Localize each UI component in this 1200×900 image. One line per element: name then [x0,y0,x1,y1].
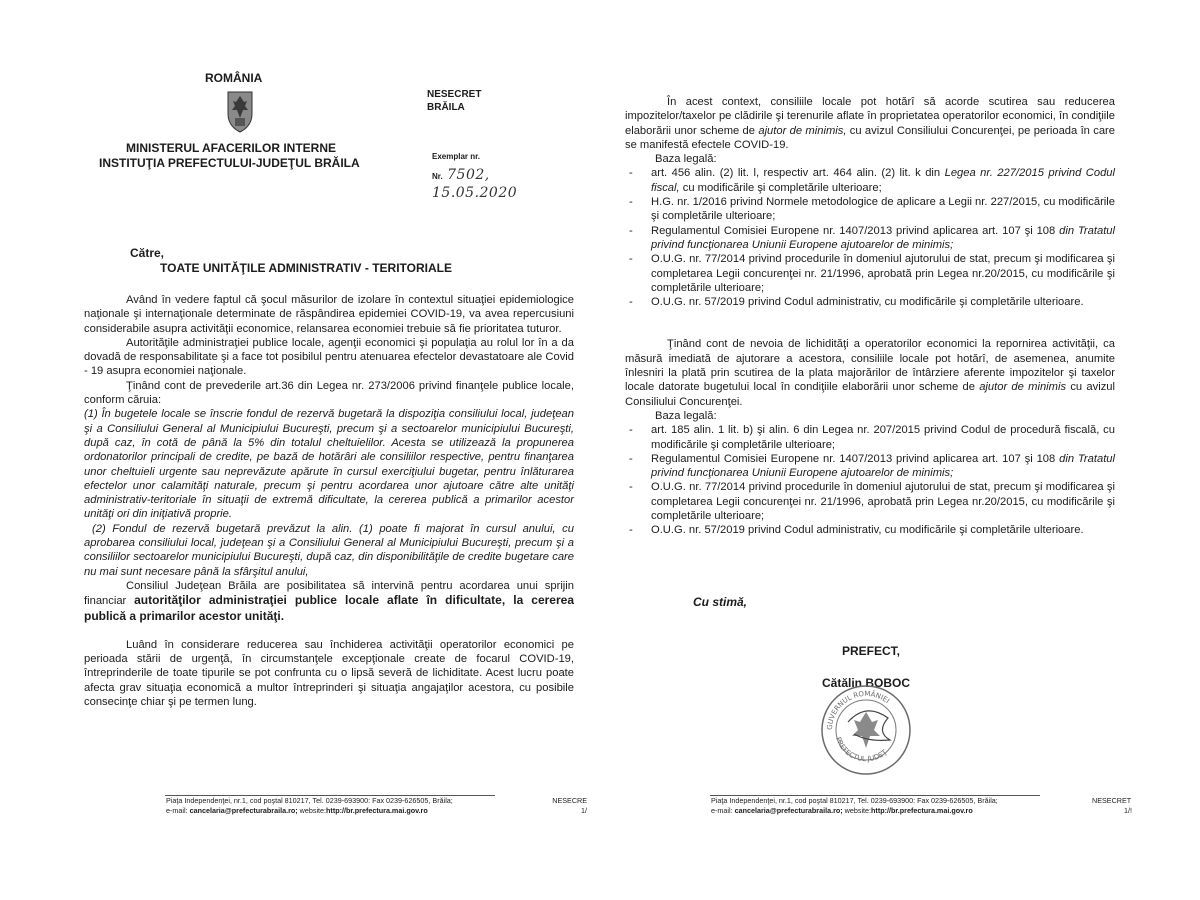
legal-quote-paragraph: (1) În bugetele locale se înscrie fondul de rezervă bugetară la dispoziţia consiliului local, judeţean şi a Consiliului General al Municipiului Bucureşti, precum şi a sectoarelor municipiului Bucureşti, după caz, în cotă de până la 5% din totalul cheltuielilor. Acesta se utilizează la propunerea ordonatorilor principali de credite, pe bază de hotărâri ale consiliilor respective, pentru finanţarea unor cheltuieli urgente sau neprevăzute apărute în cursul exerciţiului bugetar, pentru înlăturarea efectelor unor calamităţi naturale, precum şi pentru acordarea unor ajutoare către alte unităţi administrativ-teritoriale în situaţii de extremă dificultate, la cererea publică a primarilor acestor unităţi ori din iniţiativă proprie. [84,408,574,521]
legal-list-2 [625,423,1115,537]
footer-website[interactable]: http://br.prefectura.mai.gov.ro [326,806,428,815]
right-footer [711,796,1111,816]
footer-website[interactable]: http://br.prefectura.mai.gov.ro [871,806,973,815]
list-item: - art. 456 alin. (2) lit. l, respectiv art. 464 alin. (2) lit. k din Legea nr. 227/2015 privind Codul fiscal, cu modificările şi completările ulterioare; [625,166,1115,195]
paragraph-text: cu avizul Consiliului Concurenţei, pe perioada în care se manifestă efectele COVID-19. [625,124,1115,151]
legal-list-1 [625,166,1115,309]
registration-number-label: Nr. [432,172,443,181]
paragraph [625,95,1115,152]
institution-name: INSTITUŢIA PREFECTULUI-JUDEŢUL BRĂILA [99,156,360,170]
list-item: - Regulamentul Comisiei Europene nr. 1407/2013 privind aplicarea art. 107 şi 108 din Tratatul privind funcţionarea Uniunii Europene ajutoarelor de minimis; [625,452,1115,481]
paragraph: Ţinând cont de prevederile art.36 din Legea nr. 273/2006 privind finanţele publice locale, conform căruia: [84,379,574,407]
ministry-name: MINISTERUL AFACERILOR INTERNE [126,141,337,155]
list-item: - O.U.G. nr. 77/2014 privind procedurile în domeniul ajutorului de stat, precum şi modificarea şi completarea Legii concurenţei nr. 21/1996, aprobată prin Legea nr.20/2015, cu modificările şi completările ulterioare; [625,252,1115,295]
list-item: - H.G. nr. 1/2016 privind Normele metodologice de aplicare a Legii nr. 227/2015, cu modificările şi completările ulterioare; [625,195,1115,224]
list-item: - O.U.G. nr. 57/2019 privind Codul administrativ, cu modificările şi completările ulterioare. [625,523,1115,537]
copy-number-label: Exemplar nr. [432,152,481,161]
right-body [625,95,1115,538]
official-stamp-icon [818,682,914,778]
footer-address: Piaţa Independenţei, nr.1, cod poştal 810217, Tel. 0239-693900: Fax 0239-626505, Brăila; [166,796,453,805]
list-item: - art. 185 alin. 1 lit. b) şi alin. 6 din Legea nr. 207/2015 privind Codul de procedură fiscală, cu modificările şi completările ulterioare; [625,423,1115,452]
footer-email[interactable]: cancelaria@prefecturabraila.ro; [189,806,298,815]
footer-classification: NESECRET [1092,796,1132,805]
signature-name: Cătălin BOBOC [822,676,911,690]
paragraph-italic-text: ajutor de minimis, [758,124,847,137]
paragraph-text: Consiliul Judeţean Brăila are posibilitatea să intervină pentru acordarea unui sprijin financiar [84,579,574,608]
footer-address: Piaţa Independenţei, nr.1, cod poştal 810217, Tel. 0239-693900: Fax 0239-626505, Brăila; [711,796,998,805]
stamp-text-top: GUVERNUL ROMÂNIEI [825,689,891,731]
paragraph-italic-text: ajutor de minimis [979,381,1067,394]
list-item: - Regulamentul Comisiei Europene nr. 1407/2013 privind aplicarea art. 107 şi 108 din Tratatul privind funcţionarea Uniunii Europene ajutoarelor de minimis; [625,224,1115,253]
paragraph: Autorităţile administraţiei publice locale, agenţii economici şi populaţia au rolul lor în a da dovadă de responsabilitate şi a face tot posibilul pentru atenuarea efectelor devastatoare ale Covid - 19 asupra economiei naţionale. [84,336,574,378]
city-label: BRĂILA [427,102,465,113]
footer-contact [711,806,1111,816]
closing-salutation: Cu stimă, [693,595,748,609]
paragraph [84,579,574,624]
list-item: - O.U.G. nr. 57/2019 privind Codul administrativ, cu modificările şi completările ulterioare. [625,295,1115,309]
left-body [84,293,574,709]
paragraph: Luând în considerare reducerea sau închiderea activităţii operatorilor economici pe perioada stării de urgenţă, în circumstanţele excepţionale create de focarul COVID-19, întreprinderile de toate tipurile se pot confrunta cu o lipsă severă de lichiditate. Acest lucru poate afecta grav situaţia economică a multor întreprinderi şi situaţia angajaţilor acestora, cu posibile consecinţe chiar şi pe termen lung. [84,638,574,709]
addressee-recipient: TOATE UNITĂŢILE ADMINISTRATIV - TERITORIALE [160,261,452,275]
footer-website-label: website: [299,806,327,815]
paragraph-bold-text: autorităţilor administraţiei publice locale aflate în dificultate, la cererea publică a primarilor acestor unităţi. [84,593,574,623]
left-footer-right [551,796,587,816]
footer-page-number: 1/! [1124,806,1132,815]
footer-email-label: e-mail: [711,806,733,815]
country-heading: ROMÂNIA [205,71,263,85]
footer-email-label: e-mail: [166,806,188,815]
paragraph-text: cu avizul Consiliului Concurenţei. [625,381,1115,408]
paragraph [625,337,1115,408]
coat-of-arms-icon [225,88,255,134]
addressee-to: Către, [130,246,165,260]
legal-quote-paragraph: (2) Fondul de rezervă bugetară prevăzut la alin. (1) poate fi majorat în cursul anului, cu aprobarea consiliului local, judeţean şi a Consiliului General al Municipiului Bucureşti, precum şi a consiliilor sectoarelor municipiului Bucureşti, după caz, din disponibilităţile de credite bugetare care nu mai sunt necesare până la sfârşitul anului, [84,522,574,578]
classification-label: NESECRET [427,89,482,100]
legal-basis-label: Baza legală: [655,409,717,422]
footer-website-label: website: [844,806,872,815]
footer-email[interactable]: cancelaria@prefecturabraila.ro; [734,806,843,815]
footer-contact [166,806,566,816]
paragraph-text: În acest context, consiliile locale pot hotărî să acorde scutirea sau reducerea impozitelor/taxelor pe clădirile şi terenurile aflate în proprietatea operatorilor economici, în condiţiile elaborării unor scheme de [625,96,1115,137]
footer-page-number: 1/ [581,806,587,815]
paragraph: Având în vedere faptul că şocul măsurilor de izolare în contextul situaţiei epidemiologice naţionale şi internaţionale determinate de răspândirea epidemiei COVID-19, va avea repercusiuni considerabile asupra activităţii economice, relansarea economiei trebuie să fie prioritatea tuturor. [84,294,574,335]
list-item: - O.U.G. nr. 77/2014 privind procedurile în domeniul ajutorului de stat, precum şi modificarea şi completarea Legii concurenţei nr. 21/1996, aprobată prin Legea nr.20/2015, cu modificările şi completările ulterioare; [625,480,1115,523]
registration-number [432,166,572,202]
paragraph-text: Ţinând cont de nevoia de lichidităţi a operatorilor economici la repornirea activităţii, ca măsură imediată de ajutorare a acestora, consiliile locale pot hotărî, de asemenea, anumite înlesniri la plată prin scutirea de la plata majorărilor de întârziere aferente impozitelor şi taxelor locale datorate bugetului local în condiţiile elaborării unor scheme de [625,338,1115,394]
classification-block [427,88,481,114]
right-footer-right [1092,796,1132,816]
legal-basis-label: Baza legală: [655,153,717,166]
signature-title: PREFECT, [842,644,901,658]
footer-classification: NESECRE [552,796,587,805]
left-footer [166,796,566,816]
registration-number-value: 7502, 15.05.2020 [432,167,518,201]
stamp-text-bottom: PREFECTUL JUDEŢ [834,736,889,764]
